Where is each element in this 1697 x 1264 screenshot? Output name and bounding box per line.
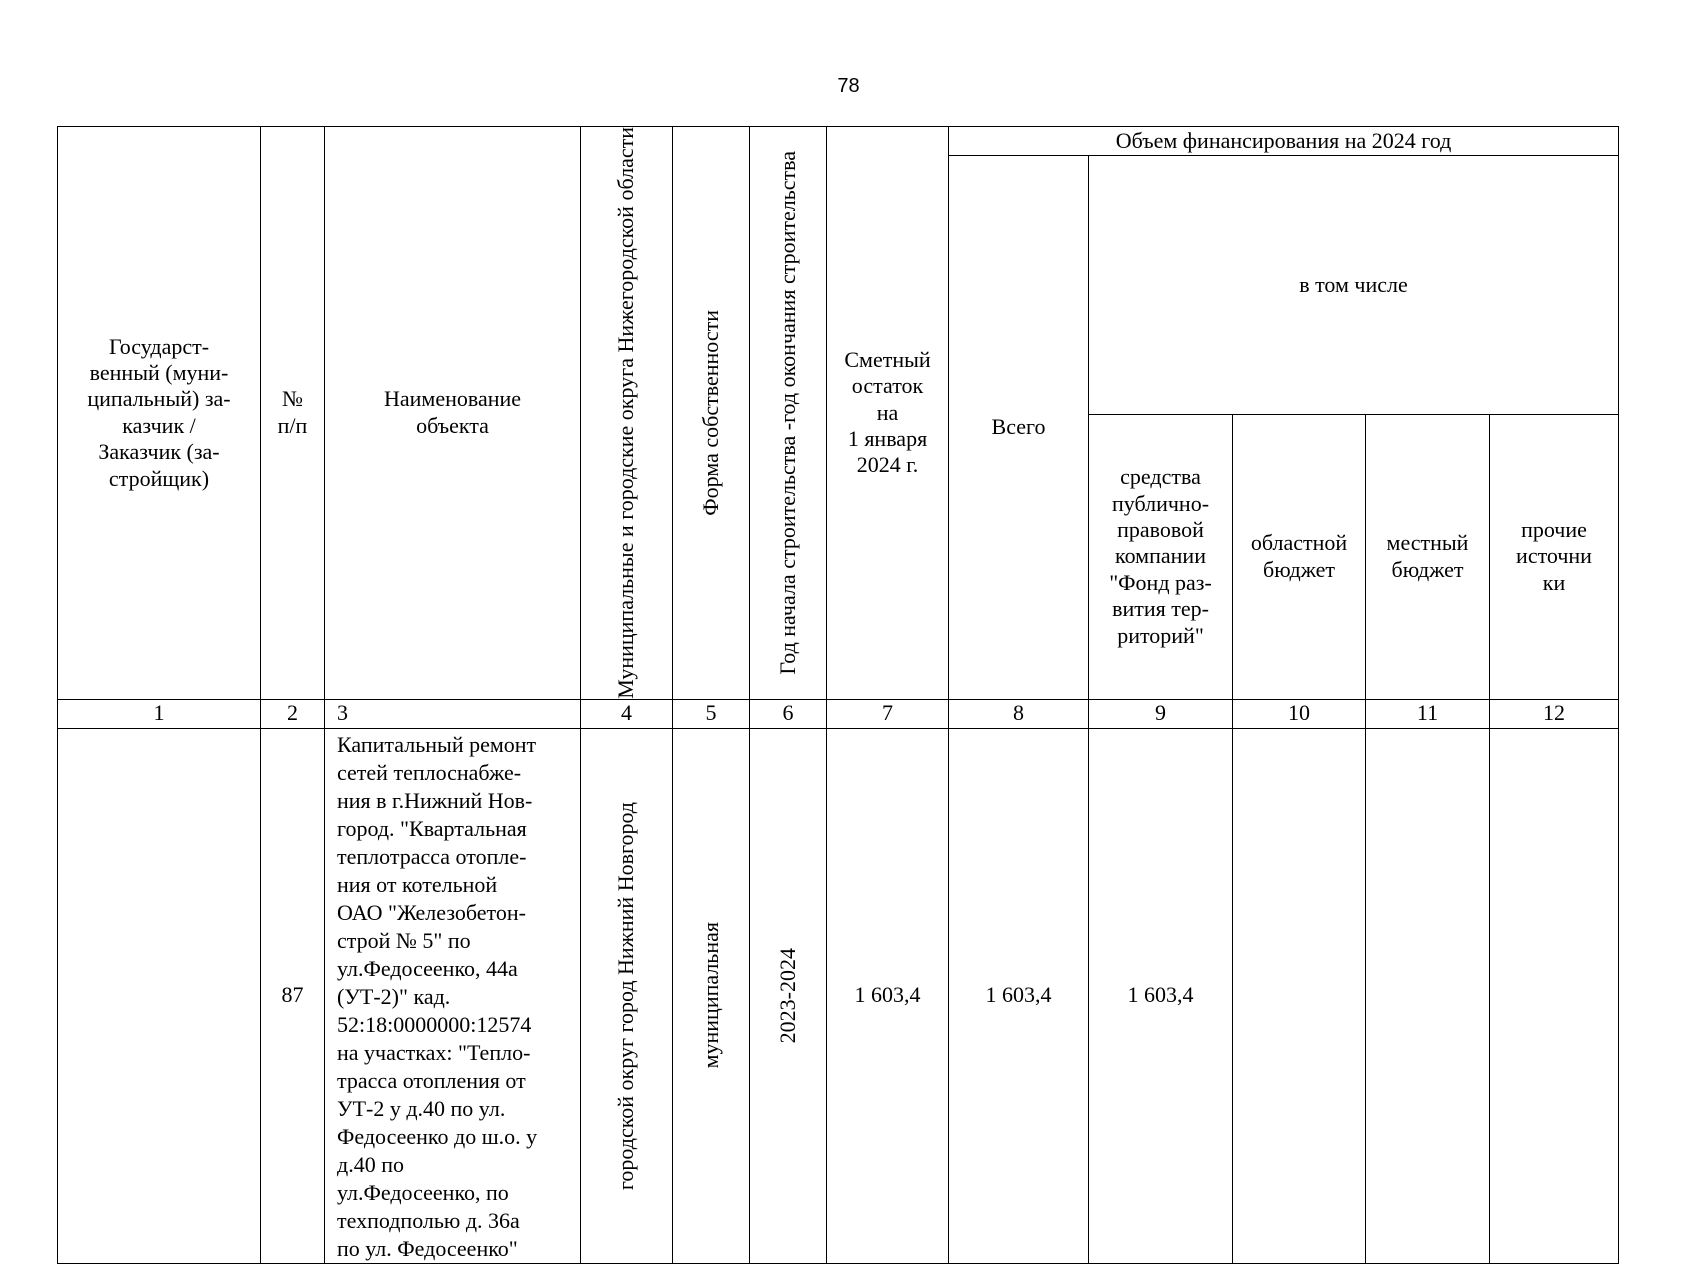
column-number: 7 (827, 699, 949, 728)
header-local: местный бюджет (1366, 414, 1490, 699)
financing-table (57, 126, 1619, 1264)
cell-regional (1233, 728, 1366, 1263)
column-number: 9 (1089, 699, 1233, 728)
column-number: 5 (673, 699, 750, 728)
cell-customer (58, 728, 261, 1263)
header-municipality-text: Муниципальные и городские округа Нижегородской области (613, 127, 639, 699)
column-number: 3 (325, 699, 581, 728)
column-number: 6 (750, 699, 827, 728)
header-financing-group: Объем финансирования на 2024 год (949, 127, 1619, 156)
cell-other (1490, 728, 1619, 1263)
column-number: 2 (261, 699, 325, 728)
header-other: прочие источни ки (1490, 414, 1619, 699)
cell-municipality (581, 728, 673, 1263)
cell-ownership (673, 728, 750, 1263)
header-ownership (673, 127, 750, 700)
cell-ownership-text: муниципальная (697, 922, 723, 1069)
cell-fund: 1 603,4 (1089, 728, 1233, 1263)
column-number-row (58, 699, 1619, 728)
cell-estimate: 1 603,4 (827, 728, 949, 1263)
cell-total: 1 603,4 (949, 728, 1089, 1263)
header-fund: средства публично- правовой компании "Фонд раз- вития тер- риторий" (1089, 414, 1233, 699)
header-ownership-text: Форма собственности (697, 309, 723, 516)
header-customer: Государст- венный (муни- ципальный) за- казчик / Заказчик (за- стройщик) (58, 127, 261, 700)
cell-years (750, 728, 827, 1263)
header-estimate: Сметный остаток на 1 января 2024 г. (827, 127, 949, 700)
column-number: 4 (581, 699, 673, 728)
cell-number: 87 (261, 728, 325, 1263)
cell-local (1366, 728, 1490, 1263)
column-number: 10 (1233, 699, 1366, 728)
column-number: 12 (1490, 699, 1619, 728)
header-including: в том числе (1089, 156, 1619, 415)
header-object-name: Наименование объекта (325, 127, 581, 700)
cell-municipality-text: городской округ город Нижний Новгород (613, 801, 639, 1190)
header-years (750, 127, 827, 700)
page-number: 78 (837, 75, 860, 97)
header-total: Всего (949, 156, 1089, 700)
header-number: № п/п (261, 127, 325, 700)
column-number: 11 (1366, 699, 1490, 728)
table-row (58, 728, 1619, 1263)
column-number: 1 (58, 699, 261, 728)
column-number: 8 (949, 699, 1089, 728)
header-municipality (581, 127, 673, 700)
header-regional: областной бюджет (1233, 414, 1366, 699)
header-years-text: Год начала строительства -год окончания строительства (774, 151, 800, 675)
cell-object-name: Капитальный ремонт сетей теплоснабже- ния в г.Нижний Нов- город. "Квартальная теплотрасса отопле- ния от котельной ОАО "Железобетон- строй № 5" по ул.Федосеенко, 44а (УТ-2)" кад. 52:18:0000000:12574 на участках: "Тепло- трасса отопления от УТ-2 у д.40 по ул. Федосеенко до ш.о. у д.40 по ул.Федосеенко, по техподполью д. 36а по ул. Федосеенко" (325, 728, 581, 1263)
cell-years-text: 2023-2024 (774, 948, 800, 1044)
